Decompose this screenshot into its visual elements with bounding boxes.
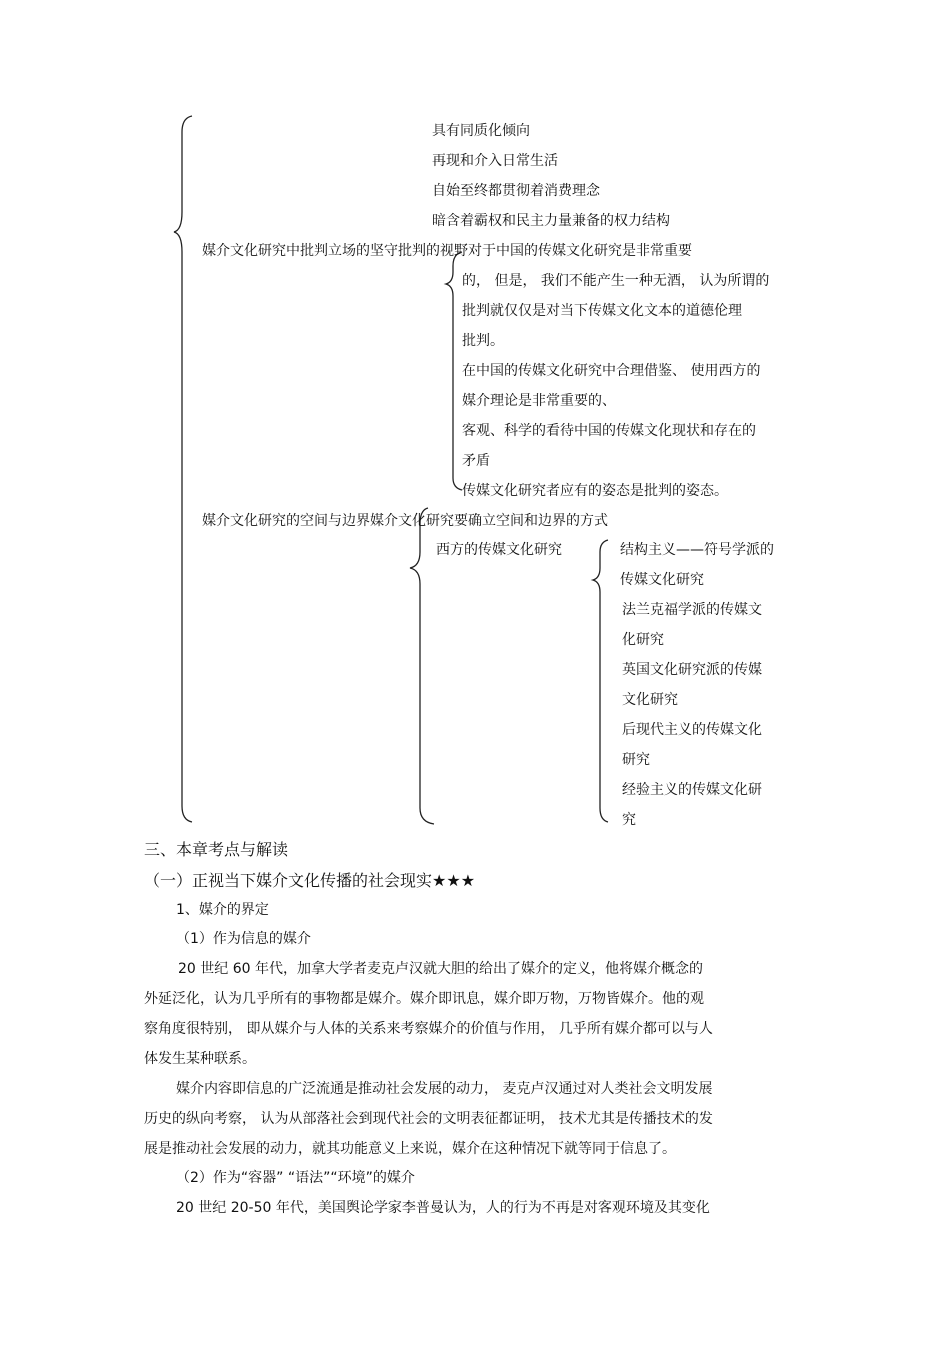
critical-heading: 媒介文化研究中批判立场的坚守批判的视野对于中国的传媒文化研究是非常重要	[202, 243, 692, 259]
western-item: 法兰克福学派的传媒文	[622, 602, 762, 618]
outline-item: 再现和介入日常生活	[432, 153, 558, 169]
paragraph-line: 20 世纪 60 年代，加拿大学者麦克卢汉就大胆的给出了媒介的定义，他将媒介概念的	[178, 961, 703, 977]
critical-item: 客观、科学的看待中国的传媒文化现状和存在的	[462, 423, 756, 439]
paragraph-line: 媒介内容即信息的广泛流通是推动社会发展的动力， 麦克卢汉通过对人类社会文明发展	[176, 1081, 713, 1097]
paragraph-line: 历史的纵向考察， 认为从部落社会到现代社会的文明表征都证明， 技术尤其是传播技术的发	[144, 1111, 713, 1127]
paragraph-line: 体发生某种联系。	[144, 1051, 256, 1067]
item-subheading: （2）作为“容器” “语法”“环境”的媒介	[176, 1170, 415, 1186]
outline-item: 具有同质化倾向	[432, 123, 530, 139]
western-item: 究	[622, 812, 636, 828]
critical-item: 媒介理论是非常重要的、	[462, 393, 616, 409]
section-title: 三、本章考点与解读	[144, 840, 289, 859]
critical-brace	[446, 252, 462, 490]
western-item: 文化研究	[622, 692, 678, 708]
western-brace	[593, 540, 608, 822]
section-subtitle: （一）正视当下媒介文化传播的社会现实★★★	[144, 871, 476, 890]
critical-item: 矛盾	[462, 453, 490, 469]
western-item: 英国文化研究派的传媒	[622, 662, 762, 678]
main-brace	[174, 116, 192, 822]
critical-item: 在中国的传媒文化研究中合理借鉴、 使用西方的	[462, 363, 761, 379]
item-subheading: （1）作为信息的媒介	[176, 931, 311, 947]
western-item: 传媒文化研究	[620, 572, 704, 588]
western-item: 研究	[622, 752, 650, 768]
western-item: 经验主义的传媒文化研	[622, 782, 762, 798]
critical-item: 的， 但是， 我们不能产生一种无酒， 认为所谓的	[462, 273, 770, 289]
critical-item: 批判。	[462, 333, 504, 349]
critical-item: 传媒文化研究者应有的姿态是批判的姿态。	[462, 483, 728, 499]
item-heading: 1、媒介的界定	[176, 902, 269, 918]
paragraph-line: 20 世纪 20-50 年代，美国舆论学家李普曼认为，人的行为不再是对客观环境及其变化	[176, 1200, 710, 1216]
paragraph-line: 外延泛化，认为几乎所有的事物都是媒介。媒介即讯息，媒介即万物，万物皆媒介。他的观	[144, 991, 704, 1007]
outline-item: 自始至终都贯彻着消费理念	[432, 183, 600, 199]
paragraph-line: 展是推动社会发展的动力，就其功能意义上来说，媒介在这种情况下就等同于信息了。	[144, 1141, 676, 1157]
western-label: 西方的传媒文化研究	[436, 542, 562, 558]
paragraph-line: 察角度很特别， 即从媒介与人体的关系来考察媒介的价值与作用， 几乎所有媒介都可以与人	[144, 1021, 713, 1037]
western-item: 后现代主义的传媒文化	[622, 722, 762, 738]
space-brace	[410, 508, 434, 824]
western-item: 结构主义——符号学派的	[620, 542, 774, 558]
western-item: 化研究	[622, 632, 664, 648]
space-heading: 媒介文化研究的空间与边界媒介文化研究要确立空间和边界的方式	[202, 513, 608, 529]
outline-item: 暗含着霸权和民主力量兼备的权力结构	[432, 213, 670, 229]
critical-item: 批判就仅仅是对当下传媒文化文本的道德伦理	[462, 303, 742, 319]
